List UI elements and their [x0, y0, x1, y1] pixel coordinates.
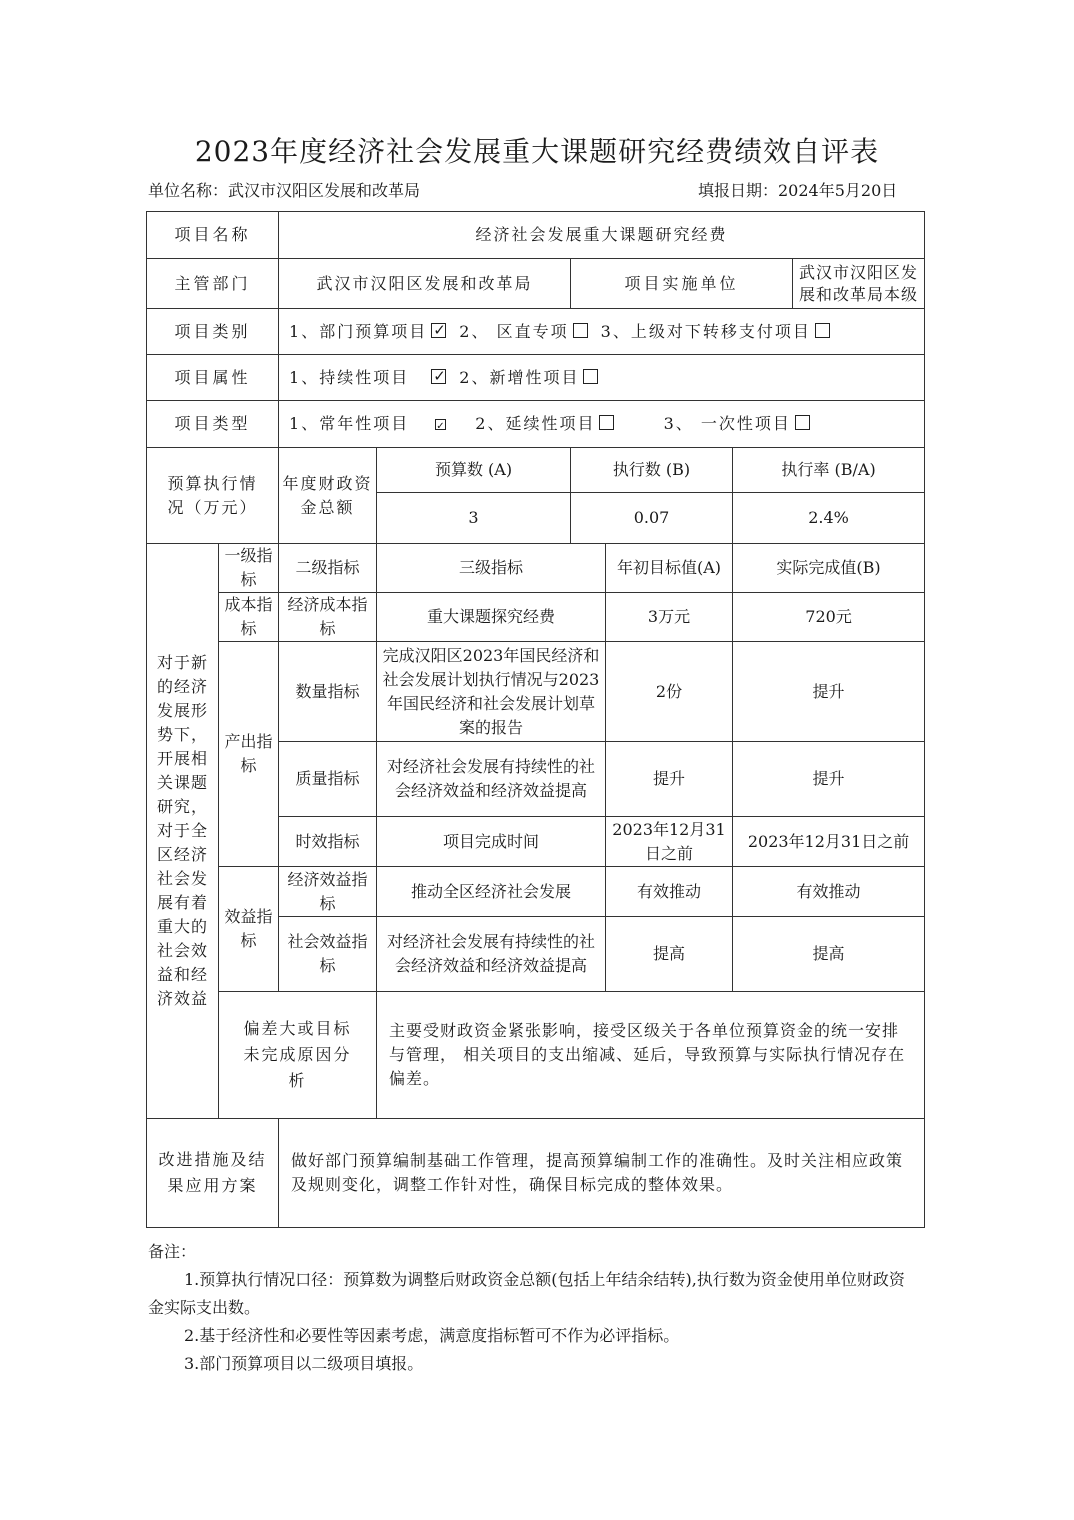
- output-l1: 产出指标: [219, 642, 279, 867]
- econ-l2: 经济效益指标: [279, 867, 377, 917]
- time-target: 2023年12月31日之前: [606, 817, 733, 867]
- type-opt1-label: 1、常年性项目: [289, 414, 410, 433]
- row-department: [147, 259, 925, 309]
- row-improve: [147, 1119, 925, 1228]
- note-3: 3.部门预算项目以二级项目填报。: [184, 1354, 424, 1373]
- notes: [148, 1238, 908, 1378]
- rate-value: 2.4%: [733, 493, 925, 544]
- category-opt3-label: 3、上级对下转移支付项目: [600, 321, 811, 341]
- checkbox-empty-icon[interactable]: [795, 415, 810, 430]
- econ-actual: 有效推动: [733, 867, 925, 917]
- exec-b-value: 0.07: [571, 493, 733, 544]
- improve-label: 改进措施及结果应用方案: [147, 1119, 279, 1228]
- checkbox-checked-icon[interactable]: [435, 419, 446, 430]
- benefit-l1: 效益指标: [219, 867, 279, 992]
- cost-target: 3万元: [606, 593, 733, 642]
- qty-l3: 完成汉阳区2023年国民经济和社会发展计划执行情况与2023年国民经济和社会发展计划草案的报告: [377, 642, 606, 742]
- form-title: 2023年度经济社会发展重大课题研究经费绩效自评表: [194, 135, 880, 168]
- row-category: [147, 309, 925, 355]
- project-name-value: 经济社会发展重大课题研究经费: [279, 212, 925, 259]
- fill-date: 填报日期：2024年5月20日: [698, 181, 898, 200]
- time-actual: 2023年12月31日之前: [733, 817, 925, 867]
- unit-name: 单位名称：武汉市汉阳区发展和改革局: [148, 181, 421, 200]
- project-name-label: 项目名称: [147, 212, 279, 259]
- impl-unit-label: 项目实施单位: [571, 259, 793, 309]
- analysis-text: 主要受财政资金紧张影响，接受区级关于各单位预算资金的统一安排与管理， 相关项目的支出缩减、延后，导致预算与实际执行情况存在偏差。: [377, 992, 925, 1119]
- exec-b-label: 执行数 (B): [571, 448, 733, 493]
- actual-header: 实际完成值(B): [733, 544, 925, 593]
- category-opt1-label: 1、部门预算项目: [289, 321, 428, 341]
- checkbox-checked-icon[interactable]: [431, 323, 446, 338]
- cost-l1: 成本指标: [219, 593, 279, 642]
- notes-title: 备注：: [148, 1242, 197, 1261]
- qual-actual: 提升: [733, 742, 925, 817]
- qty-actual: 提升: [733, 642, 925, 742]
- rate-label: 执行率 (B/A): [733, 448, 925, 493]
- fund-total-label: 年度财政资金总额: [279, 448, 377, 544]
- category-label: 项目类别: [147, 309, 279, 355]
- time-l2: 时效指标: [279, 817, 377, 867]
- budget-a-label: 预算数 (A): [377, 448, 571, 493]
- cost-l2: 经济成本指标: [279, 593, 377, 642]
- attr-options: [279, 355, 925, 401]
- row-econ-benefit: [147, 867, 925, 917]
- econ-l3: 推动全区经济社会发展: [377, 867, 606, 917]
- soc-actual: 提高: [733, 917, 925, 992]
- budget-label: 预算执行情况（万元）: [147, 448, 279, 544]
- row-project-name: [147, 212, 925, 259]
- type-opt2-label: 2、延续性项目: [475, 414, 596, 433]
- row-analysis: [147, 992, 925, 1119]
- level3-header: 三级指标: [377, 544, 606, 593]
- cost-l3: 重大课题探究经费: [377, 593, 606, 642]
- level1-header: 一级指标: [219, 544, 279, 593]
- qty-l2: 数量指标: [279, 642, 377, 742]
- type-label: 项目类型: [147, 401, 279, 448]
- qty-target: 2份: [606, 642, 733, 742]
- row-attribute: [147, 355, 925, 401]
- checkbox-empty-icon[interactable]: [815, 323, 830, 338]
- attr-opt1-label: 1、持续性项目: [289, 367, 410, 387]
- attr-opt2-label: 2、新增性项目: [459, 367, 580, 387]
- checkbox-empty-icon[interactable]: [583, 369, 598, 384]
- target-header: 年初目标值(A): [606, 544, 733, 593]
- dept-label: 主管部门: [147, 259, 279, 309]
- performance-goal: 对于新的经济发展形势下，开展相关课题研究，对于全区经济社会发展有着重大的社会效益和经济效益: [147, 544, 219, 1119]
- cost-actual: 720元: [733, 593, 925, 642]
- soc-l3: 对经济社会发展有持续性的社会经济效益和经济效益提高: [377, 917, 606, 992]
- budget-a-value: 3: [377, 493, 571, 544]
- level2-header: 二级指标: [279, 544, 377, 593]
- note-1: 1.预算执行情况口径：预算数为调整后财政资金总额(包括上年结余结转),执行数为资金使用单位财政资金实际支出数。: [148, 1270, 905, 1317]
- row-quantity: [147, 642, 925, 742]
- econ-target: 有效推动: [606, 867, 733, 917]
- evaluation-table: [146, 211, 925, 1228]
- time-l3: 项目完成时间: [377, 817, 606, 867]
- qual-l2: 质量指标: [279, 742, 377, 817]
- soc-l2: 社会效益指标: [279, 917, 377, 992]
- type-opt3-label: 3、 一次性项目: [663, 414, 791, 433]
- checkbox-empty-icon[interactable]: [599, 415, 614, 430]
- note-2: 2.基于经济性和必要性等因素考虑，满意度指标暂可不作为必评指标。: [184, 1326, 680, 1345]
- attr-label: 项目属性: [147, 355, 279, 401]
- qual-l3: 对经济社会发展有持续性的社会经济效益和经济效益提高: [377, 742, 606, 817]
- analysis-label: 偏差大或目标未完成原因分析: [219, 992, 377, 1119]
- soc-target: 提高: [606, 917, 733, 992]
- row-type: [147, 401, 925, 448]
- checkbox-empty-icon[interactable]: [573, 323, 588, 338]
- dept-value: 武汉市汉阳区发展和改革局: [279, 259, 571, 309]
- type-options: [279, 401, 925, 448]
- qual-target: 提升: [606, 742, 733, 817]
- category-options: [279, 309, 925, 355]
- row-cost: [147, 593, 925, 642]
- improve-text: 做好部门预算编制基础工作管理，提高预算编制工作的准确性。及时关注相应政策及规则变化，调整工作针对性，确保目标完成的整体效果。: [279, 1119, 925, 1228]
- row-indicator-head: [147, 544, 925, 593]
- checkbox-checked-icon[interactable]: [431, 369, 446, 384]
- category-opt2-label: 2、 区直专项: [459, 321, 569, 341]
- row-budget-head: [147, 448, 925, 493]
- impl-unit-value: 武汉市汉阳区发展和改革局本级: [793, 259, 925, 309]
